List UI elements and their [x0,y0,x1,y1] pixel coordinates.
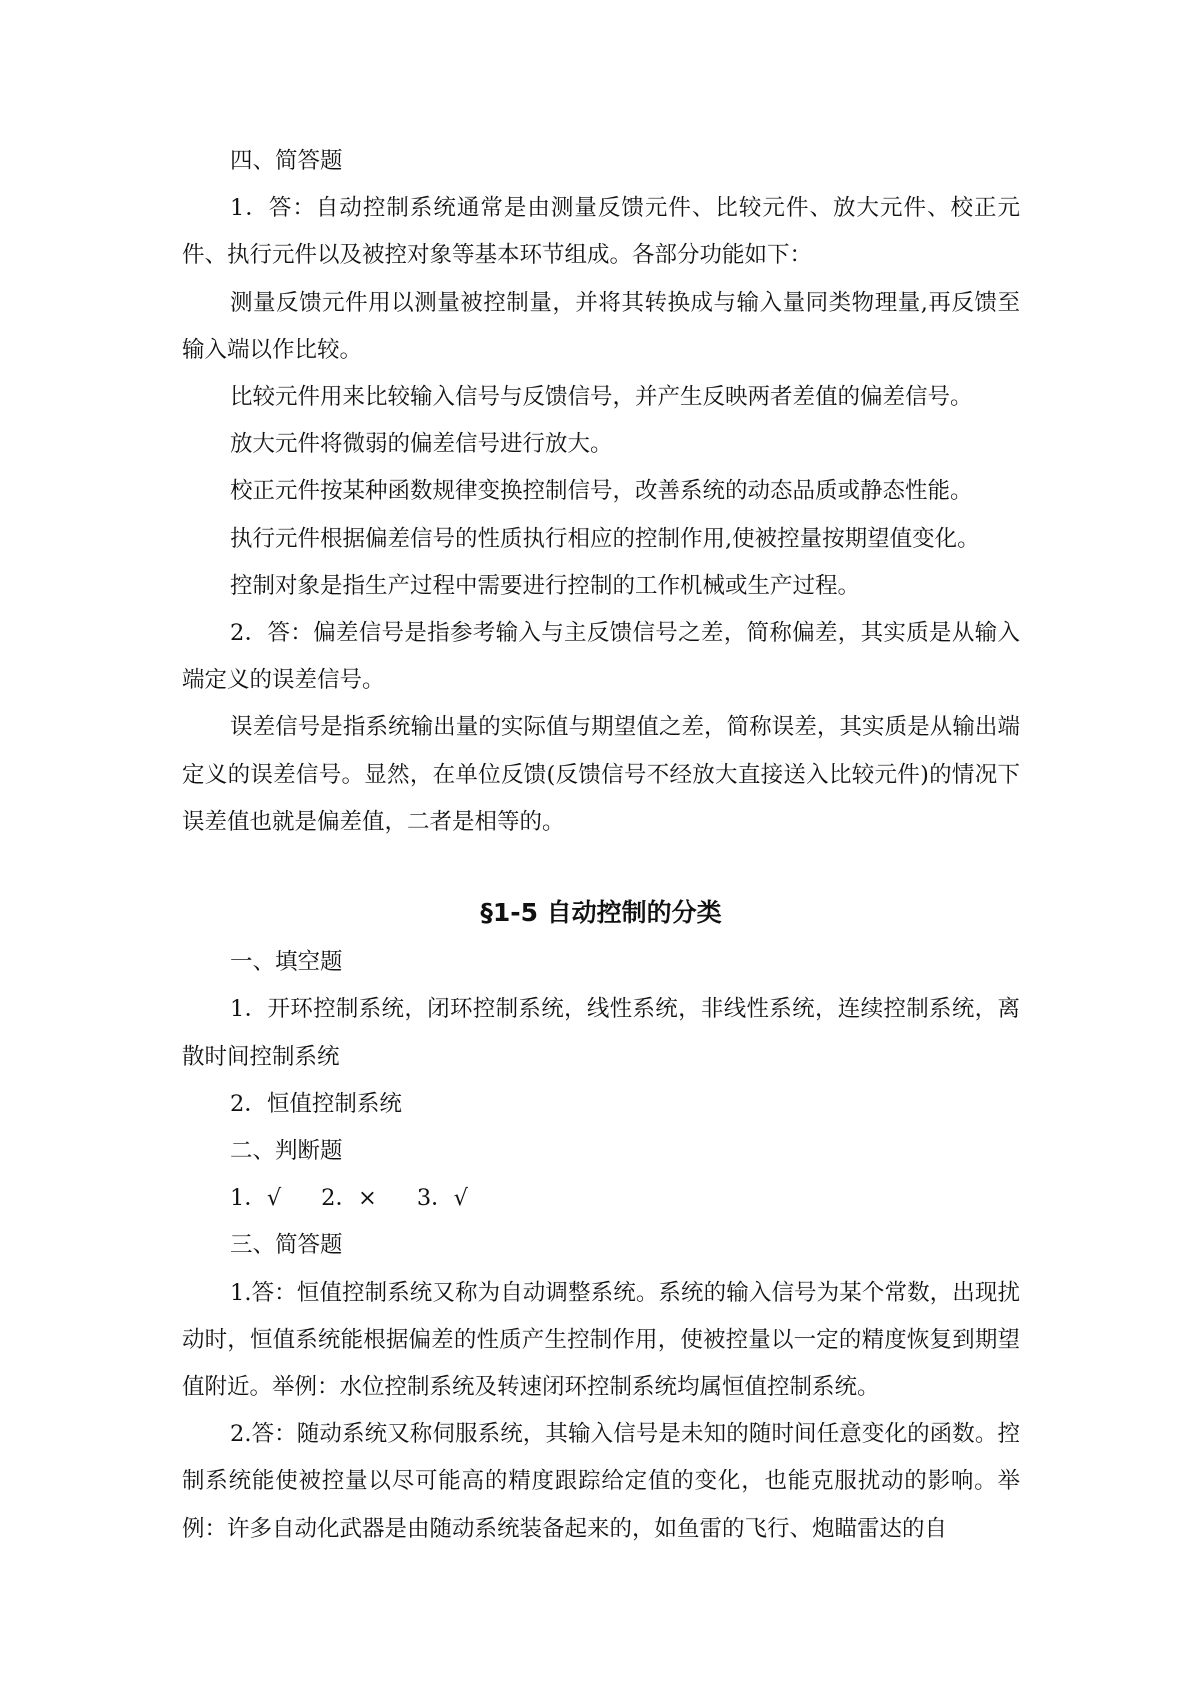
page-content [182,138,1020,1553]
section-title-short-answer-2: 三、简答题 [230,1232,343,1259]
section-title-fill-blank: 一、填空题 [230,949,343,976]
answer-1-item: 控制对象是指生产过程中需要进行控制的工作机械或生产过程。 [230,572,861,599]
answer-1-item: 测量反馈元件用以测量被控制量，并将其转换成与输入量同类物理量,再反馈至输入端以作比较。 [182,289,1020,363]
section-title-true-false: 二、判断题 [230,1138,343,1165]
true-false-answers [182,1175,1020,1222]
short-answer-2: 2.答：随动系统又称伺服系统，其输入信号是未知的随时间任意变化的函数。控制系统能使被控量以尽可能高的精度跟踪给定值的变化，也能克服扰动的影响。举例：许多自动化武器是由随动系统装备起来的，如鱼雷的飞行、炮瞄雷达的自 [182,1421,1020,1542]
short-answer-1: 1.答：恒值控制系统又称为自动调整系统。系统的输入信号为某个常数，出现扰动时，恒值系统能根据偏差的性质产生控制作用，使被控量以一定的精度恢复到期望值附近。举例：水位控制系统及转速闭环控制系统均属恒值控制系统。 [182,1279,1020,1401]
answer-2-paragraph-1: 2．答：偏差信号是指参考输入与主反馈信号之差，简称偏差，其实质是从输入端定义的误差信号。 [182,620,1020,694]
section-heading: §1-5 自动控制的分类 [480,898,722,928]
section-title-short-answer: 四、简答题 [230,148,343,174]
answer-2-paragraph-2: 误差信号是指系统输出量的实际值与期望值之差，简称误差，其实质是从输出端定义的误差信号。显然，在单位反馈(反馈信号不经放大直接送入比较元件)的情况下误差值也就是偏差值，二者是相等的。 [182,714,1020,835]
fill-answer-1: 1．开环控制系统，闭环控制系统，线性系统，非线性系统，连续控制系统，离散时间控制系统 [182,996,1020,1070]
tf-answer-1: 1．√ [230,1185,282,1212]
answer-1-item: 比较元件用来比较输入信号与反馈信号，并产生反映两者差值的偏差信号。 [230,384,973,411]
answer-1-intro: 1．答：自动控制系统通常是由测量反馈元件、比较元件、放大元件、校正元件、执行元件以及被控对象等基本环节组成。各部分功能如下： [182,195,1020,269]
answer-1-item: 放大元件将微弱的偏差信号进行放大。 [230,431,613,458]
answer-1-item: 执行元件根据偏差信号的性质执行相应的控制作用,使被控量按期望值变化。 [230,525,980,552]
answer-1-item: 校正元件按某种函数规律变换控制信号，改善系统的动态品质或静态性能。 [230,478,973,505]
fill-answer-2: 2．恒值控制系统 [230,1090,402,1117]
spacer [182,846,1020,886]
tf-answer-2: 2．× [321,1185,377,1212]
tf-answer-3: 3．√ [416,1185,468,1212]
